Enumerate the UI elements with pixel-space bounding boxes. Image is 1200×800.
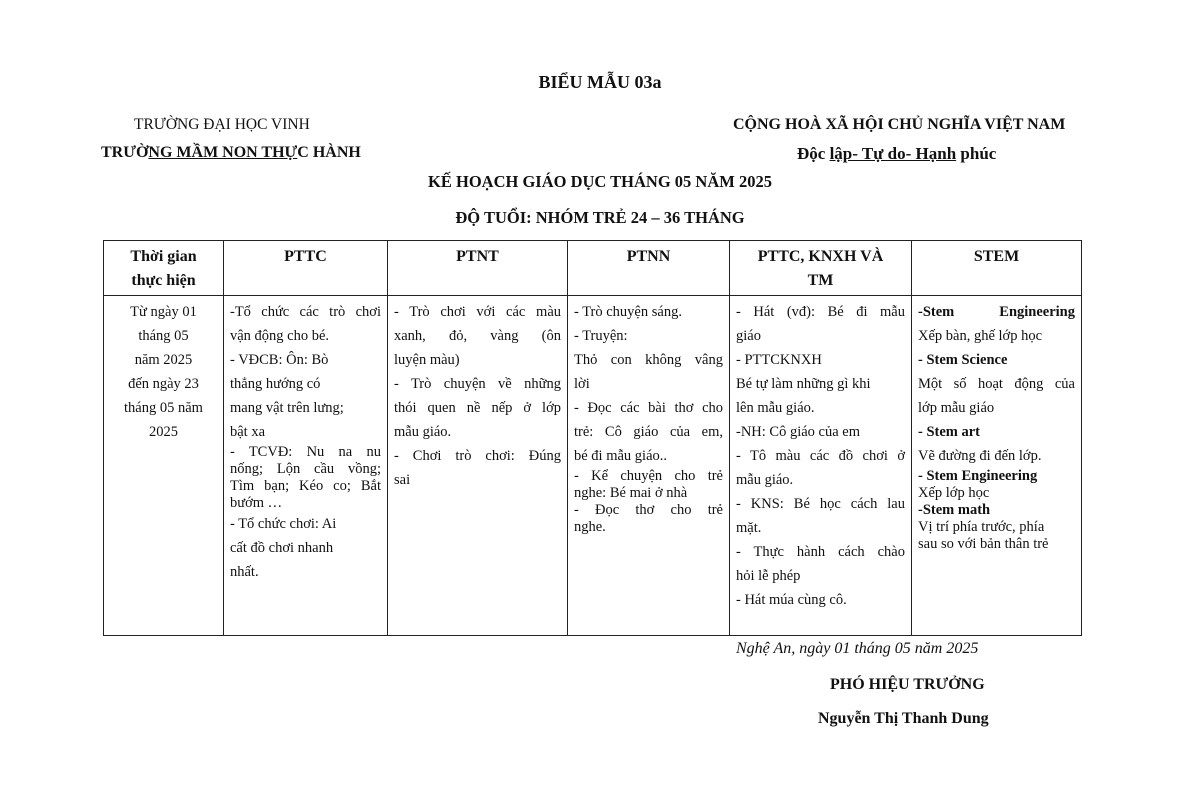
pttc-knxh-line: mặt. bbox=[736, 520, 762, 536]
stem-engineering-block bbox=[918, 468, 1075, 553]
header-time bbox=[104, 241, 224, 296]
ptnn-line: trẻ: Cô giáo của em, bbox=[574, 424, 723, 440]
stem-line: Vị trí phía trước, phía bbox=[918, 519, 1045, 535]
ptnn-line: - Trò chuyện sáng. bbox=[574, 304, 682, 320]
time-cell bbox=[104, 296, 224, 636]
stem-line: sau so với bản thân trẻ bbox=[918, 536, 1049, 552]
time-line: Từ ngày 01 bbox=[130, 304, 197, 320]
header-ptnn: PTNN bbox=[568, 241, 730, 296]
pttc-line: thẳng hướng có bbox=[230, 376, 321, 392]
pttc-knxh-line: - PTTCKNXH bbox=[736, 352, 822, 368]
age-group-title: ĐỘ TUỔI: NHÓM TRẺ 24 – 36 THÁNG bbox=[455, 208, 745, 227]
time-line: năm 2025 bbox=[134, 352, 193, 368]
nation-name: CỘNG HOÀ XÃ HỘI CHỦ NGHĨA VIỆT NAM bbox=[733, 116, 1066, 133]
pttc-line: bướm … bbox=[230, 495, 283, 511]
pttc-line: nhất. bbox=[230, 564, 259, 580]
stem-heading: - Stem Engineering bbox=[918, 468, 1038, 484]
pttc-line: - Tổ chức chơi: Ai bbox=[230, 516, 337, 532]
header-stem: STEM bbox=[912, 241, 1082, 296]
ptnn-story-block bbox=[574, 468, 723, 536]
university-name: TRƯỜNG ĐẠI HỌC VINH bbox=[134, 116, 310, 133]
pttc-knxh-cell bbox=[730, 296, 912, 636]
pttc-knxh-line: hỏi lễ phép bbox=[736, 568, 801, 584]
pttc-knxh-line: giáo bbox=[736, 328, 761, 344]
stem-heading: -Stem Engineering bbox=[918, 304, 1075, 320]
pttc-knxh-line: - Hát múa cùng cô. bbox=[736, 592, 847, 608]
education-plan-table bbox=[103, 240, 1082, 636]
signature-name: Nguyễn Thị Thanh Dung bbox=[818, 710, 989, 727]
table-header-row bbox=[104, 241, 1082, 296]
pttc-line: vận động cho bé. bbox=[230, 328, 330, 344]
pttc-knxh-line: mẫu giáo. bbox=[736, 472, 794, 488]
pttc-line: - TCVĐ: Nu na nu bbox=[230, 444, 381, 460]
table-row bbox=[104, 296, 1082, 636]
national-motto bbox=[797, 144, 996, 164]
ptnn-line: lời bbox=[574, 376, 590, 392]
ptnt-line: - Trò chuyện về những bbox=[394, 376, 561, 392]
school-name bbox=[101, 144, 361, 162]
ptnn-line: - Đọc các bài thơ cho bbox=[574, 400, 723, 416]
pttc-knxh-line: - Thực hành cách chào bbox=[736, 544, 905, 560]
signature-role: PHÓ HIỆU TRƯỞNG bbox=[830, 676, 985, 693]
ptnn-line: bé đi mẫu giáo.. bbox=[574, 448, 668, 464]
pttc-cell bbox=[224, 296, 388, 636]
ptnt-line: thói quen nề nếp ở lớp bbox=[394, 400, 561, 416]
ptnt-line: luyện màu) bbox=[394, 352, 460, 368]
stem-heading: - Stem Science bbox=[918, 352, 1008, 368]
ptnn-line: - Đọc thơ cho trẻ bbox=[574, 502, 723, 518]
pttc-knxh-line: lên mẫu giáo. bbox=[736, 400, 815, 416]
pttc-line: -Tổ chức các trò chơi bbox=[230, 304, 381, 320]
school-name-part: TRƯỜ bbox=[101, 144, 149, 161]
pttc-knxh-line: - Tô màu các đồ chơi ở bbox=[736, 448, 905, 464]
form-title: BIỂU MẪU 03a bbox=[538, 72, 662, 92]
pttc-knxh-line: - Hát (vđ): Bé đi mẫu bbox=[736, 304, 905, 320]
pttc-knxh-line: Bé tự làm những gì khi bbox=[736, 376, 871, 392]
header-pttc: PTTC bbox=[224, 241, 388, 296]
pttc-line: - VĐCB: Ôn: Bò bbox=[230, 352, 329, 368]
stem-line: lớp mẫu giáo bbox=[918, 400, 995, 416]
ptnn-line: nghe. bbox=[574, 519, 606, 535]
ptnt-line: - Trò chơi với các màu bbox=[394, 304, 561, 320]
ptnn-line: nghe: Bé mai ở nhà bbox=[574, 485, 688, 501]
ptnn-line: Thỏ con không vâng bbox=[574, 352, 723, 368]
school-name-underlined: NG MẦM NON THỰ bbox=[148, 144, 298, 161]
signature-date: Nghệ An, ngày 01 tháng 05 năm 2025 bbox=[736, 640, 979, 657]
header-ptnt: PTNT bbox=[388, 241, 568, 296]
motto-part: phúc bbox=[956, 144, 997, 163]
stem-cell bbox=[912, 296, 1082, 636]
plan-title: KẾ HOẠCH GIÁO DỤC THÁNG 05 NĂM 2025 bbox=[428, 172, 772, 191]
ptnn-line: - Kể chuyện cho trẻ bbox=[574, 468, 723, 484]
time-line: tháng 05 năm bbox=[124, 400, 203, 416]
stem-line: Một số hoạt động của bbox=[918, 376, 1075, 392]
stem-heading: - Stem art bbox=[918, 424, 981, 440]
header-time-line: Thời gian bbox=[130, 248, 197, 265]
time-line: đến ngày 23 bbox=[128, 376, 199, 392]
time-line: 2025 bbox=[149, 424, 178, 440]
pttc-line: mang vật trên lưng; bbox=[230, 400, 344, 416]
motto-underlined: lập- Tự do- Hạnh bbox=[829, 144, 957, 163]
stem-line: Xếp bàn, ghế lớp học bbox=[918, 328, 1043, 344]
stem-line: Vẽ đường đi đến lớp. bbox=[918, 448, 1042, 464]
header-time-line: thực hiện bbox=[131, 272, 196, 289]
pttc-knxh-line: -NH: Cô giáo của em bbox=[736, 424, 861, 440]
pttc-line: nống; Lộn cầu vồng; bbox=[230, 461, 381, 477]
time-line: tháng 05 bbox=[138, 328, 189, 344]
pttc-line: Tìm bạn; Kéo co; Bắt bbox=[230, 478, 381, 494]
pttc-line: cất đồ chơi nhanh bbox=[230, 540, 334, 556]
ptnt-line: - Chơi trò chơi: Đúng bbox=[394, 448, 561, 464]
pttc-knxh-line: - KNS: Bé học cách lau bbox=[736, 496, 905, 512]
ptnn-line: - Truyện: bbox=[574, 328, 628, 344]
pttc-tcvd-block bbox=[230, 444, 381, 512]
motto-part: Độc bbox=[797, 144, 830, 163]
header-pttc-knxh bbox=[730, 241, 912, 296]
ptnt-cell bbox=[388, 296, 568, 636]
ptnt-line: mẫu giáo. bbox=[394, 424, 452, 440]
header-pttc-knxh-line: PTTC, KNXH VÀ bbox=[757, 248, 884, 265]
school-name-part: C HÀNH bbox=[297, 144, 361, 161]
stem-heading: -Stem math bbox=[918, 502, 991, 518]
stem-line: Xếp lớp học bbox=[918, 485, 990, 501]
ptnt-line: xanh, đỏ, vàng (ôn bbox=[394, 328, 561, 344]
ptnn-cell bbox=[568, 296, 730, 636]
header-pttc-knxh-line: TM bbox=[807, 272, 834, 289]
ptnt-line: sai bbox=[394, 472, 411, 488]
pttc-line: bật xa bbox=[230, 424, 266, 440]
